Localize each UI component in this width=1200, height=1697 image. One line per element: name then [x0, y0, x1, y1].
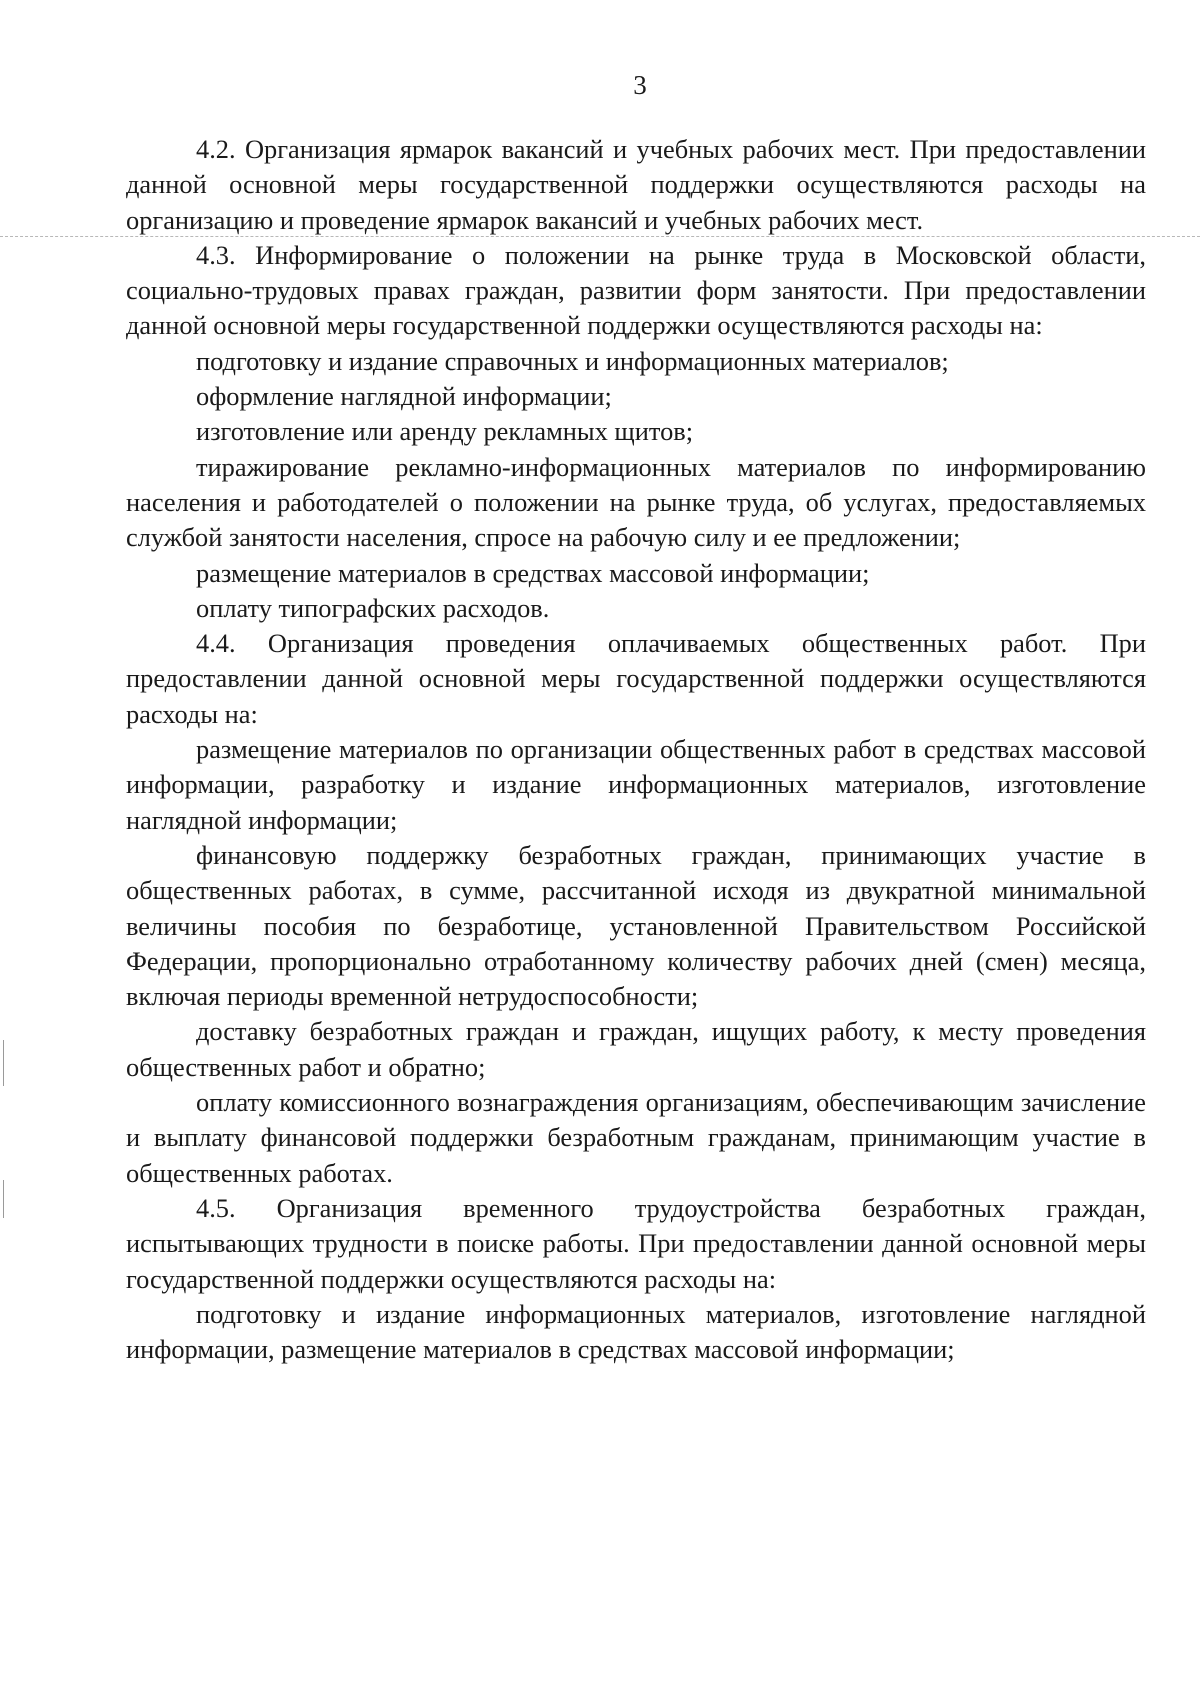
list-item-paragraph: изготовление или аренду рекламных щитов;	[196, 416, 694, 447]
section-4-3-paragraph: 4.3. Информирование о положении на рынке труда в Московской области, социально-трудовых правах граждан, развитии форм занятости. При предоставлении данной основной меры государственной поддержки осуществляются расходы на:	[126, 239, 1146, 341]
scan-edge-mark	[3, 1180, 4, 1218]
list-item-paragraph: оплату типографских расходов.	[196, 592, 550, 623]
list-item-paragraph: тиражирование рекламно-информационных материалов по информированию населения и работодателей о положении на рынке труда, об услугах, предоставляемых службой занятости населения, спросе на рабочую силу и ее предложении;	[126, 451, 1146, 553]
list-item-paragraph: размещение материалов по организации общественных работ в средствах массовой информации, разработку и издание информационных материалов, изготовление наглядной информации;	[126, 734, 1146, 835]
section-4-5-paragraph: 4.5. Организация временного трудоустройства безработных граждан, испытывающих трудности в поиске работы. При предоставлении данной основной меры государственной поддержки осуществляются расходы на:	[126, 1192, 1146, 1294]
document-body	[126, 132, 1146, 1367]
section-4-2-paragraph: 4.2. Организация ярмарок вакансий и учебных рабочих мест. При предоставлении данной основной меры государственной поддержки осуществляются расходы на организацию и проведение ярмарок вакансий и учебных рабочих мест.	[126, 134, 1146, 235]
list-item-paragraph: финансовую поддержку безработных граждан, принимающих участие в общественных работах, в сумме, рассчитанной исходя из двукратной минимальной величины пособия по безработице, установленной Правительством Российской Федерации, пропорционально отработанному количеству рабочих дней (смен) месяца, включая периоды временной нетрудоспособности;	[126, 839, 1146, 1012]
list-item-paragraph: оформление наглядной информации;	[196, 381, 612, 412]
section-4-4-paragraph: 4.4. Организация проведения оплачиваемых общественных работ. При предоставлении данной основной меры государственной поддержки осуществляются расходы на:	[126, 628, 1146, 729]
list-item-paragraph: подготовку и издание справочных и информационных материалов;	[196, 345, 949, 376]
list-item-paragraph: доставку безработных граждан и граждан, ищущих работу, к месту проведения общественных работ и обратно;	[126, 1016, 1146, 1082]
list-item-paragraph: оплату комиссионного вознаграждения организациям, обеспечивающим зачисление и выплату финансовой поддержки безработным гражданам, принимающим участие в общественных работах.	[126, 1087, 1146, 1188]
list-item-paragraph: размещение материалов в средствах массовой информации;	[196, 557, 870, 588]
scan-edge-mark	[3, 1040, 4, 1086]
page-number: 3	[633, 70, 647, 100]
list-item-paragraph: подготовку и издание информационных материалов, изготовление наглядной информации, размещение материалов в средствах массовой информации;	[126, 1298, 1146, 1365]
